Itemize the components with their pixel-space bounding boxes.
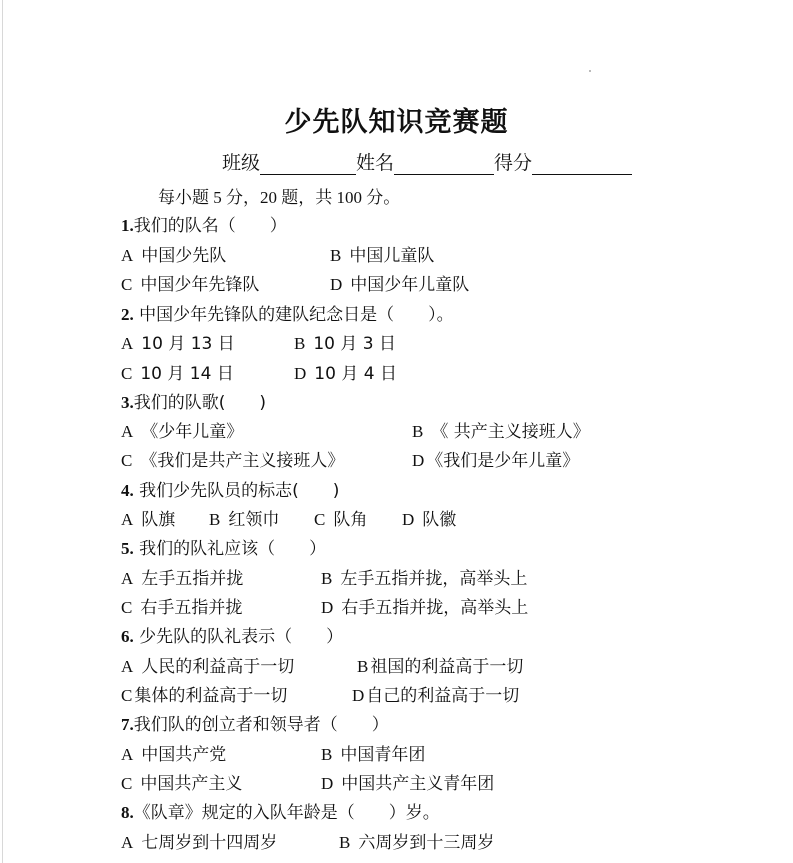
question-5 [121,538,326,560]
option-a[interactable]: A 左手五指并拢 [121,569,244,589]
question-text: 我们队的创立者和领导者（ ） [133,715,389,735]
option-b[interactable]: B 中国儿童队 [330,246,435,266]
question-number: 6. [121,627,134,646]
option-a[interactable]: A 中国共产党 [121,745,227,765]
option-c[interactable]: C 队角 [314,510,368,530]
score-blank[interactable] [532,152,632,175]
question-6 [121,626,343,648]
question-number: 5. [121,539,134,558]
option-b[interactable]: B 《 共产主义接班人》 [412,422,590,442]
option-c[interactable]: C 10 月 14 日 [121,364,234,384]
question-number: 1. [121,216,134,235]
option-d[interactable]: D 中国共产主义青年团 [321,774,495,794]
option-b[interactable]: B 祖国的利益高于一切 [357,657,524,677]
question-number: 4. [121,481,134,500]
option-c[interactable]: C 右手五指并拢 [121,598,243,618]
question-number: 7. [121,715,134,734]
question-4 [121,480,339,502]
option-c[interactable]: C 《我们是共产主义接班人》 [121,451,345,471]
question-3 [121,392,266,414]
option-b[interactable]: B 中国青年团 [321,745,426,765]
class-blank[interactable] [260,152,356,175]
question-text: 《队章》规定的入队年龄是（ ）岁。 [133,803,440,823]
option-a[interactable]: A 人民的利益高于一切 [121,657,295,677]
question-1 [121,215,287,237]
option-c[interactable]: C 中国共产主义 [121,774,243,794]
question-number: 8. [121,803,134,822]
question-2 [121,304,454,326]
option-a[interactable]: A 《少年儿童》 [121,422,244,442]
option-a[interactable]: A 队旗 [121,510,176,530]
option-d[interactable]: D 右手五指并拢，高举头上 [321,598,529,618]
score-label: 得分 [494,152,533,174]
student-info-line [222,148,632,175]
option-d[interactable]: D 中国少年儿童队 [330,275,470,295]
speck [589,70,591,72]
question-text: 我们的队歌( ) [133,393,267,413]
question-number: 3. [121,393,134,412]
page-title: 少先队知识竞赛题 [284,107,509,138]
option-b[interactable]: B 左手五指并拢，高举头上 [321,569,528,589]
option-c[interactable]: C 中国少年先锋队 [121,275,260,295]
question-text: 我们的队礼应该（ ） [139,539,327,559]
name-blank[interactable] [394,152,494,175]
class-label: 班级 [222,152,261,174]
option-d[interactable]: D 10 月 4 日 [294,364,397,384]
option-d[interactable]: D 《我们是少年儿童》 [412,451,580,471]
question-8 [121,802,440,824]
question-text: 少先队的队礼表示（ ） [139,627,344,647]
question-7 [121,714,389,736]
question-text: 中国少年先锋队的建队纪念日是（ ）。 [139,305,454,325]
question-number: 2. [121,305,134,324]
name-label: 姓名 [356,152,395,174]
option-d[interactable]: D 队徽 [402,510,457,530]
option-a[interactable]: A 中国少先队 [121,246,227,266]
option-d[interactable]: D 自己的利益高于一切 [352,686,520,706]
option-a[interactable]: A 10 月 13 日 [121,334,235,354]
question-text: 我们少先队员的标志( ) [139,481,340,501]
option-c[interactable]: C 集体的利益高于一切 [121,686,288,706]
option-b[interactable]: B 六周岁到十三周岁 [339,833,495,853]
option-b[interactable]: B 红领巾 [209,510,280,530]
instruction: 每小题 5 分，20 题，共 100 分。 [158,188,401,207]
option-a[interactable]: A 七周岁到十四周岁 [121,833,278,853]
option-b[interactable]: B 10 月 3 日 [294,334,397,354]
question-text: 我们的队名（ ） [133,216,287,236]
